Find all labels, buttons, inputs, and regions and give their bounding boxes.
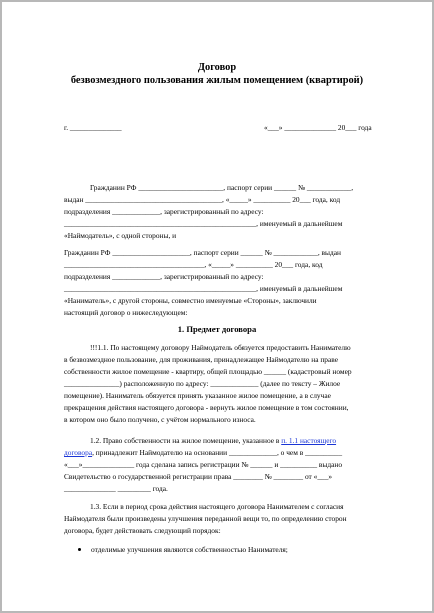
list-item: отделимые улучшения являются собственностью Нанимателя; bbox=[91, 545, 288, 554]
party2-line: «Наниматель», с другой стороны, совместно именуемые «Стороны», заключили bbox=[64, 296, 317, 305]
bullet-icon bbox=[78, 548, 81, 551]
clause-1-2-line: «___»______________ года сделана запись регистрации № ______ и __________ выдано bbox=[64, 460, 343, 469]
party2-line: ____________________________________________________, именуемый в дальнейшем bbox=[64, 284, 343, 293]
clause-1-2-text: , принадлежит Наймодателю на основании _____________, о чем в __________ bbox=[92, 448, 343, 457]
clause-1-1-line: в безвозмездное пользование, для проживания, принадлежащее Наймодателю на праве bbox=[64, 355, 338, 364]
clause-1-2-line bbox=[64, 448, 342, 457]
clause-1-1-line: прекращения действия настоящего договора - вернуть жилое помещение в том состоянии, bbox=[64, 403, 349, 412]
clause-1-3-line: 1.3. Если в период срока действия настоящего договора Нанимателем с согласия bbox=[90, 502, 344, 511]
clause-1-1-line: помещение). Наниматель обязуется принять указанное жилое помещение, а в случае bbox=[64, 391, 331, 400]
clause-1-1-line: в котором оно было получено, с учётом нормального износа. bbox=[64, 415, 256, 424]
clause-1-3-line: договора, будет действовать следующий порядок: bbox=[64, 526, 221, 535]
party2-line: настоящий договор о нижеследующем: bbox=[64, 308, 188, 317]
party1-line: «Наймодатель», с одной стороны, и bbox=[64, 231, 177, 240]
doc-title-line1: Договор bbox=[197, 62, 237, 73]
clause-1-2-line: Свидетельство о государственной регистрации права ________ № ________ от «___» bbox=[64, 472, 333, 481]
party2-line: Гражданин РФ _____________________, паспорт серии ______ № ____________, выдан bbox=[64, 248, 341, 257]
clause-1-1-line: !!!1.1. По настоящему договору Наймодатель обязуется предоставить Нанимателю bbox=[90, 343, 351, 352]
party1-line: Гражданин РФ _______________________, паспорт серии ______ № ____________, bbox=[90, 183, 354, 192]
doc-title-line2: безвозмездного пользования жилым помещением (квартирой) bbox=[70, 75, 364, 86]
party1-line: ____________________________________________________, именуемый в дальнейшем bbox=[64, 219, 343, 228]
clause-1-3-line: Наймодателя были произведены улучшения переданной вещи то, по определению сторон bbox=[64, 514, 347, 523]
clause-1-1-line: собственности жилое помещение - квартиру, общей площадью ______ (кадастровый номер bbox=[64, 367, 352, 376]
place-field: г. ______________ bbox=[64, 123, 122, 132]
section-title: 1. Предмет договора bbox=[177, 324, 257, 334]
date-field: «___» ______________ 20___ года bbox=[264, 123, 372, 132]
clause-1-2-line bbox=[90, 436, 336, 445]
clause-1-1-link[interactable]: п. 1.1 настоящего bbox=[281, 436, 337, 445]
party1-line: выдан _____________________________________, «_____» __________ 20___ года, код bbox=[64, 195, 341, 204]
party2-line: подразделения _____________, зарегистрированный по адресу: bbox=[64, 272, 264, 281]
party2-line: ______________________________________, «_____» __________ 20___ года, код bbox=[64, 260, 323, 269]
clause-1-2-line: ______________ _________ года. bbox=[64, 484, 168, 493]
party1-line: подразделения _____________, зарегистрированный по адресу: bbox=[64, 207, 264, 216]
clause-1-2-text: 1.2. Право собственности на жилое помещение, указанное в bbox=[90, 436, 282, 445]
contract-link[interactable]: договора bbox=[64, 448, 93, 457]
clause-1-1-line: _______________) расположенную по адресу: _____________ (далее по тексту – Жилое bbox=[64, 379, 341, 388]
